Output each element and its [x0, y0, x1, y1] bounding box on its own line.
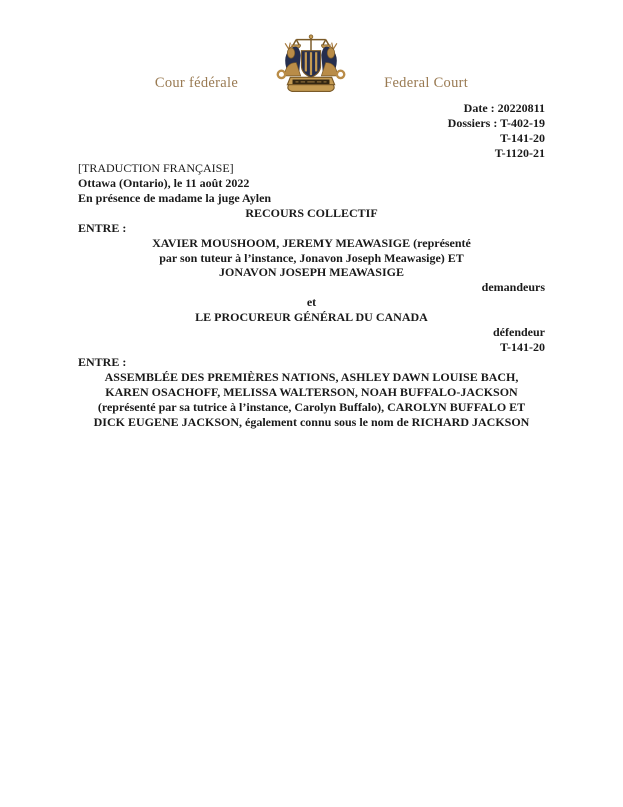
- federal-court-crest-icon: [274, 33, 348, 101]
- court-name-english: Federal Court: [384, 75, 469, 91]
- plaintiffs-role: demandeurs: [481, 280, 545, 295]
- date-line: Date : 20220811: [463, 101, 545, 115]
- court-name-french: Cour fédérale: [154, 75, 239, 91]
- presiding-judge-line: En présence de madame la juge Aylen: [78, 191, 272, 205]
- between-label-1: ENTRE :: [78, 221, 127, 235]
- and-separator: et: [306, 295, 317, 310]
- second-docket-number: T-141-20: [500, 340, 545, 355]
- dossiers-block: [78, 116, 545, 161]
- dossier-number: T-1120-21: [494, 146, 545, 160]
- translation-notice: [TRADUCTION FRANÇAISE]: [78, 161, 234, 175]
- between-label-2: ENTRE :: [78, 355, 127, 370]
- plaintiffs-line: XAVIER MOUSHOOM, JEREMY MEAWASIGE (représenté: [152, 236, 471, 250]
- coat-of-arms-graphic: [274, 33, 348, 101]
- second-plaintiffs-names: [78, 370, 545, 430]
- defendant-name: LE PROCUREUR GÉNÉRAL DU CANADA: [195, 310, 428, 325]
- plaintiffs-line: par son tuteur à l’instance, Jonavon Joseph Meawasige) ET: [159, 250, 464, 265]
- plaintiffs-line: JONAVON JOSEPH MEAWASIGE: [219, 265, 404, 280]
- plaintiffs-line: KAREN OSACHOFF, MELISSA WALTERSON, NOAH BUFFALO-JACKSON: [105, 385, 518, 400]
- plaintiffs-line: ASSEMBLÉE DES PREMIÈRES NATIONS, ASHLEY DAWN LOUISE BACH,: [104, 370, 519, 385]
- plaintiffs-line: DICK EUGENE JACKSON, également connu sous le nom de RICHARD JACKSON: [93, 415, 530, 430]
- dossiers-line: Dossiers : T-402-19: [447, 116, 545, 130]
- place-date-line: Ottawa (Ontario), le 11 août 2022: [78, 176, 250, 190]
- proceeding-type: RECOURS COLLECTIF: [245, 206, 378, 220]
- dossier-number: T-141-20: [500, 131, 545, 145]
- plaintiffs-names: [78, 236, 545, 280]
- defendant-role: défendeur: [493, 325, 545, 340]
- plaintiffs-line: (représenté par sa tutrice à l’instance, Carolyn Buffalo), CAROLYN BUFFALO ET: [97, 400, 526, 415]
- court-masthead: [78, 33, 545, 101]
